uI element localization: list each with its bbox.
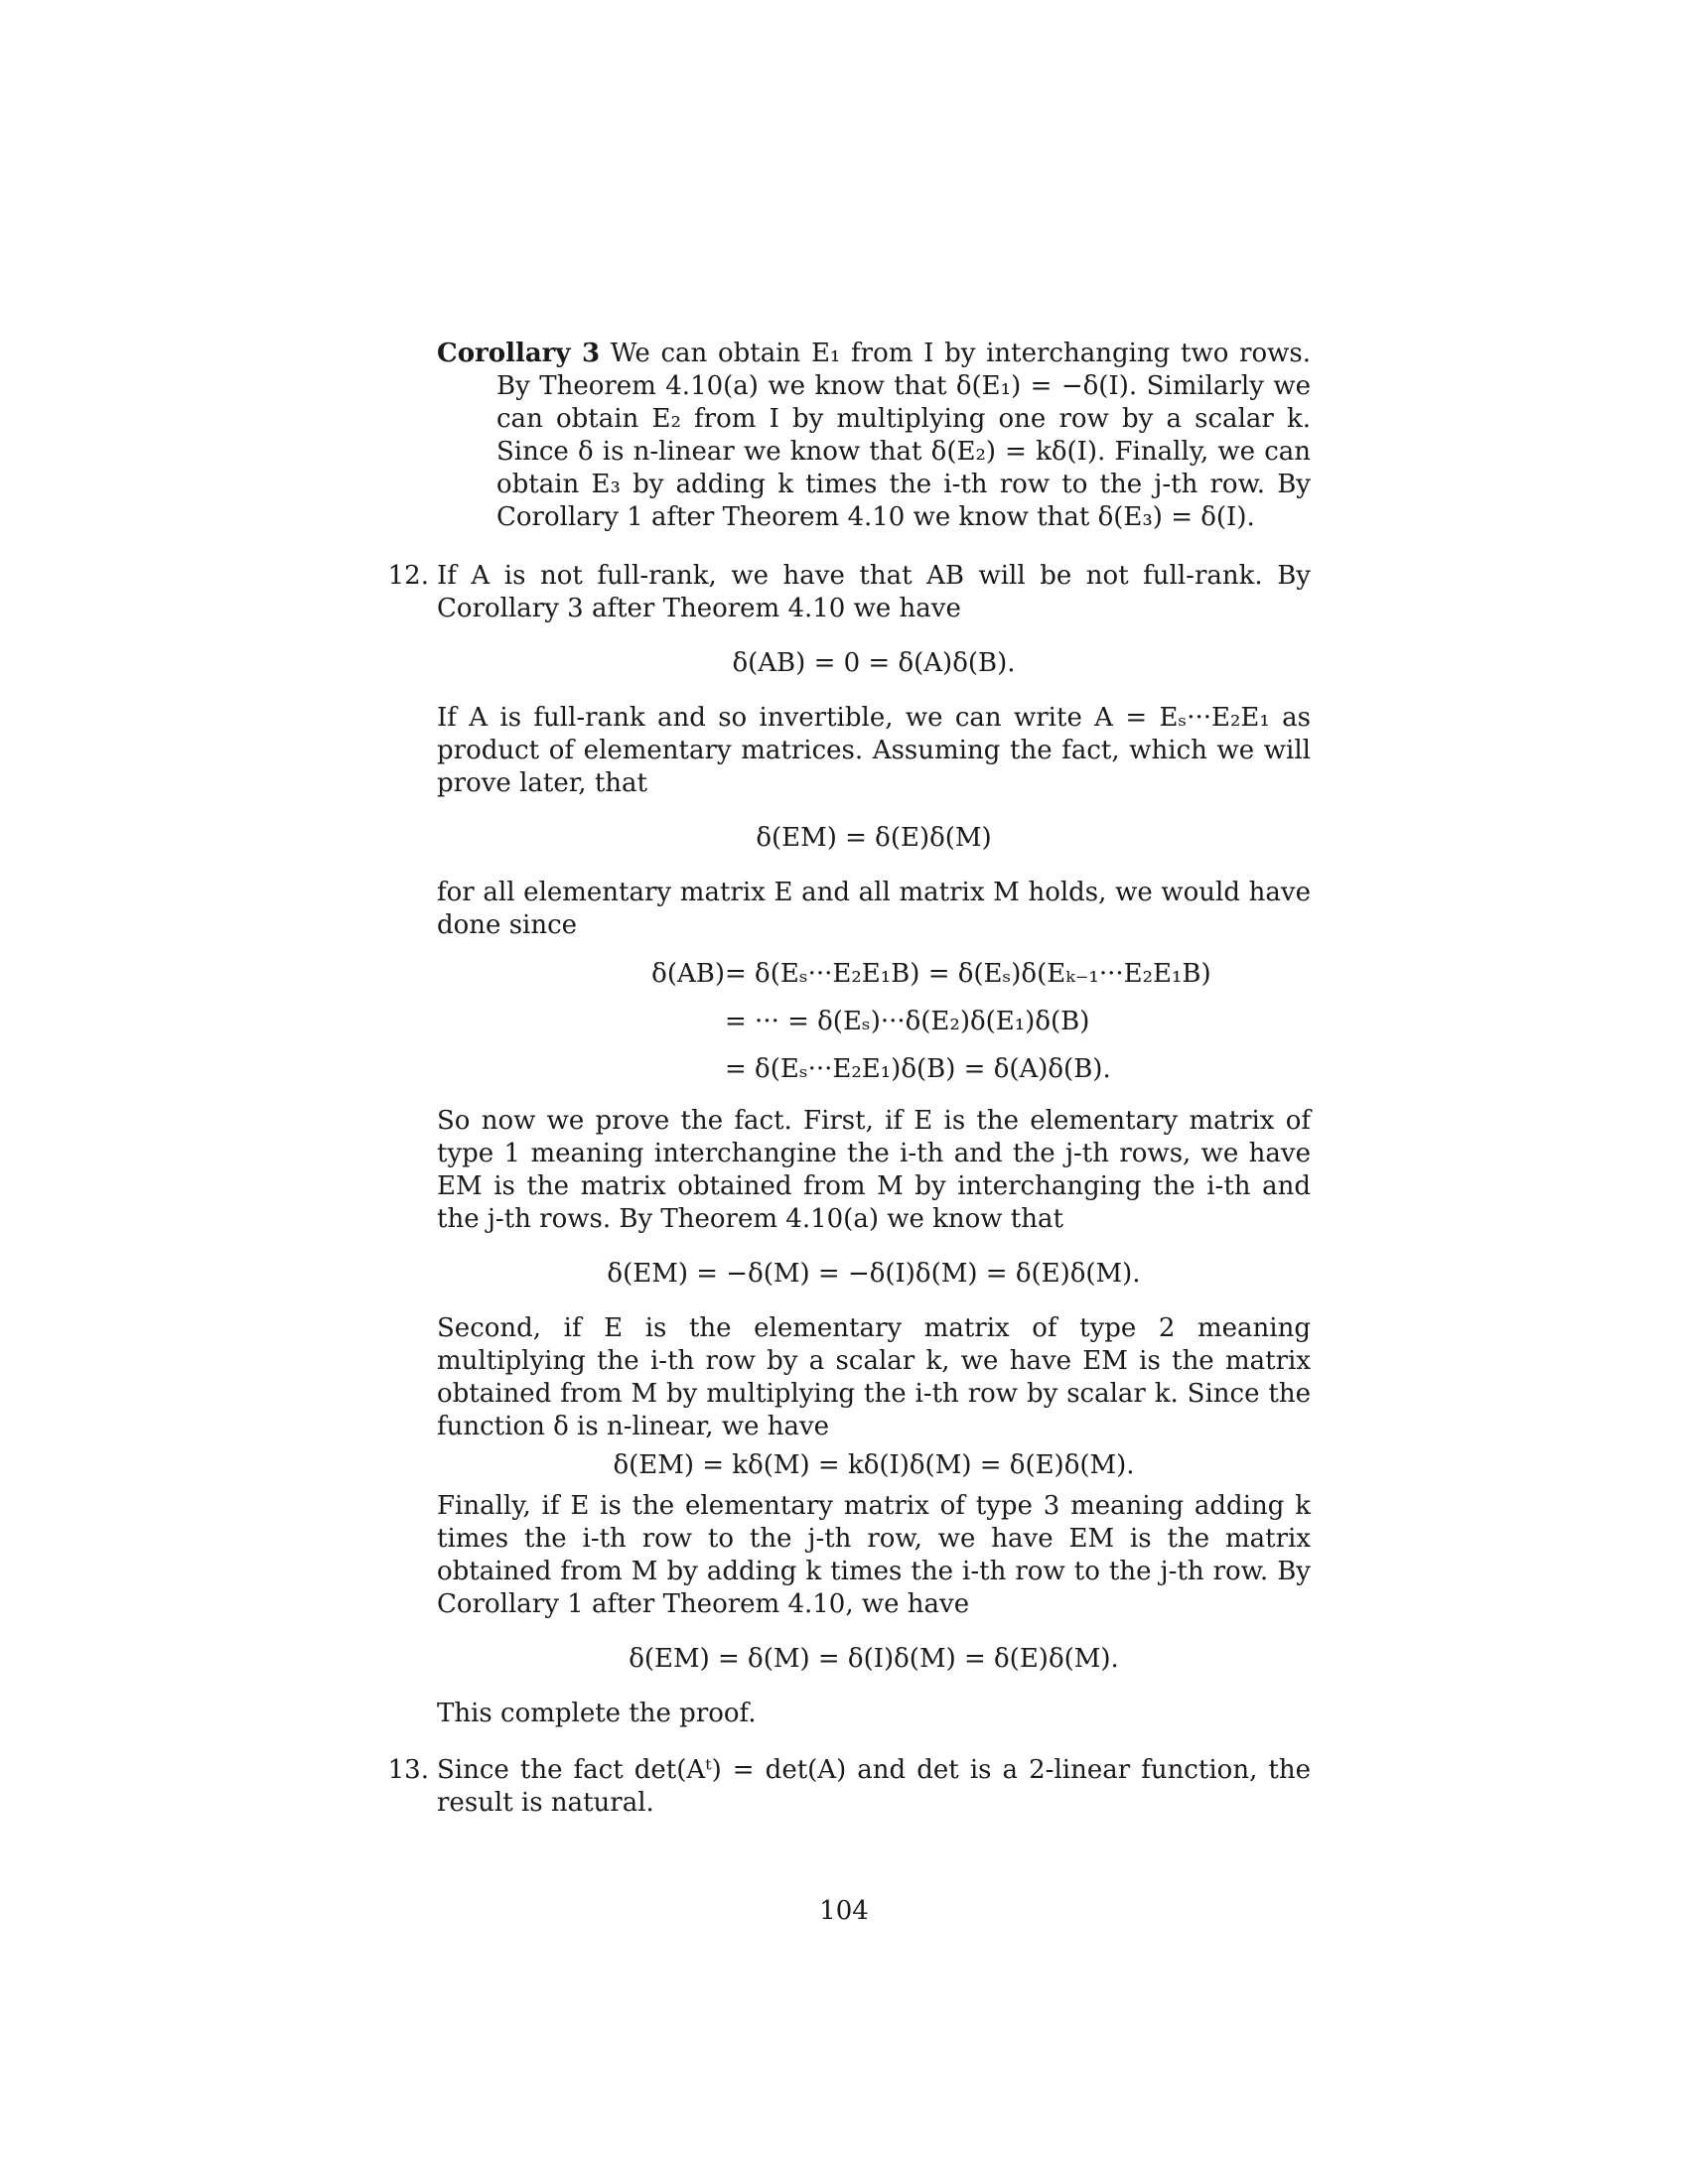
aligned-equation-row	[437, 998, 1311, 1045]
display-equation: δ(EM) = δ(E)δ(M)	[756, 823, 992, 853]
display-equation: δ(AB) = 0 = δ(A)δ(B).	[732, 648, 1016, 678]
page-number: 104	[819, 1896, 869, 1926]
aligned-equation-row	[437, 1045, 1311, 1093]
display-equation: δ(EM) = kδ(M) = kδ(I)δ(M) = δ(E)δ(M).	[613, 1450, 1135, 1480]
equation-lhs	[437, 998, 725, 1045]
corollary-heading: Corollary 3	[437, 339, 601, 368]
equation-rhs: = δ(Eₛ···E₂E₁)δ(B) = δ(A)δ(B).	[725, 1054, 1111, 1084]
aligned-equation-row	[437, 950, 1311, 998]
paragraph: for all elementary matrix E and all matrix M holds, we would have done since	[437, 878, 1311, 940]
paragraph: Finally, if E is the elementary matrix of type 3 meaning adding k times the i-th row to the j-th row, we have EM is the matrix obtained from M by adding k times the i-th row to the j-th row. By Corollary 1 after Theorem 4.10, we have	[437, 1491, 1311, 1619]
display-equation: δ(EM) = δ(M) = δ(I)δ(M) = δ(E)δ(M).	[629, 1644, 1119, 1674]
exercise-number: 13.	[387, 1755, 429, 1785]
corollary-text: We can obtain E₁ from I by interchanging two rows. By Theorem 4.10(a) we know that δ(E₁) = −δ(I). Similarly we can obtain E₂ from I by multiplying one row by a scalar k. Since δ is n-linear we know that δ(E₂) = kδ(I). Finally, we can obtain E₃ by adding k times the i-th row to the j-th row. By Corollary 1 after Theorem 4.10 we know that δ(E₃) = δ(I).	[496, 339, 1312, 532]
paragraph: This complete the proof.	[437, 1699, 757, 1728]
paragraph: Since the fact det(Aᵗ) = det(A) and det is a 2-linear function, the result is natural.	[437, 1755, 1311, 1818]
paragraph: If A is not full-rank, we have that AB will be not full-rank. By Corollary 3 after Theorem 4.10 we have	[437, 561, 1311, 623]
paragraph: If A is full-rank and so invertible, we can write A = Eₛ···E₂E₁ as product of elementary matrices. Assuming the fact, which we will prove later, that	[437, 703, 1311, 798]
display-equation: δ(EM) = −δ(M) = −δ(I)δ(M) = δ(E)δ(M).	[607, 1259, 1141, 1289]
exercise-12	[387, 560, 1311, 1730]
equation-rhs: = ··· = δ(Eₛ)···δ(E₂)δ(E₁)δ(B)	[725, 1007, 1090, 1036]
paragraph: Second, if E is the elementary matrix of type 2 meaning multiplying the i-th row by a scalar k, we have EM is the matrix obtained from M by multiplying the i-th row by scalar k. Since the function δ is n-linear, we have	[437, 1313, 1311, 1441]
exercise-number: 12.	[387, 561, 429, 591]
page-body	[387, 338, 1312, 1843]
exercise-13	[387, 1754, 1311, 1820]
equation-lhs: δ(AB)	[651, 959, 725, 989]
equation-rhs: = δ(Eₛ···E₂E₁B) = δ(Eₛ)δ(Eₖ₋₁···E₂E₁B)	[725, 959, 1211, 989]
corollary-3	[437, 338, 1311, 534]
equation-lhs	[437, 1045, 725, 1093]
paragraph: So now we prove the fact. First, if E is the elementary matrix of type 1 meaning interchangine the i-th and the j-th rows, we have EM is the matrix obtained from M by interchanging the i-th and the j-th rows. By Theorem 4.10(a) we know that	[437, 1106, 1311, 1234]
aligned-equations	[437, 950, 1311, 1093]
